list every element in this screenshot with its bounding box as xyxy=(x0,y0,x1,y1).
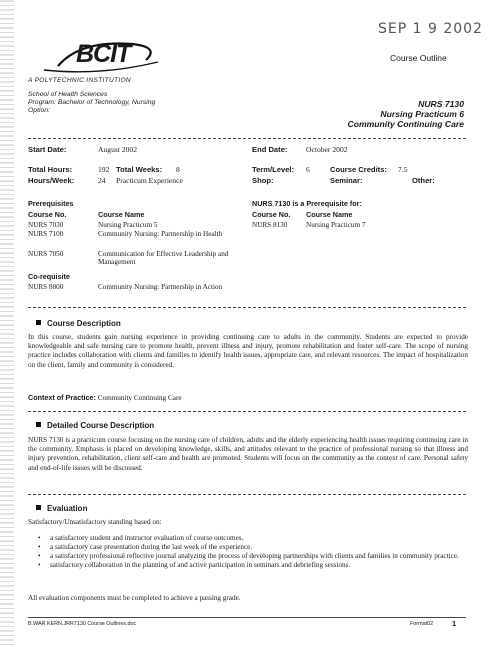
prerequisites-title: Prerequisites xyxy=(28,199,74,208)
course-description-title: Course Description xyxy=(47,319,121,328)
school-name: School of Health Sciences xyxy=(28,91,108,98)
prereq-col-name: Course Name xyxy=(98,210,145,219)
footer-format: Format02 xyxy=(410,621,434,627)
scan-edge xyxy=(0,0,14,647)
total-weeks-value: 8 xyxy=(176,165,180,174)
evaluation-item: • a satisfactory professional reflective journal analyzing the process of developing partnerships with clients and families in community practice. xyxy=(36,552,468,561)
prereq-row-1-no: NURS 7030 xyxy=(28,221,64,229)
detailed-description-title: Detailed Course Description xyxy=(47,421,155,430)
footer-filename: B.WAR KERN.JRR7130 Course Outlines.doc xyxy=(28,621,137,627)
hours-week-value: 24 xyxy=(98,176,106,185)
footer-rule xyxy=(28,617,466,618)
evaluation-heading xyxy=(36,504,87,513)
evaluation-title: Evaluation xyxy=(47,504,88,513)
prereq-row-2-name: Community Nursing: Partnership in Health xyxy=(98,230,223,238)
evaluation-note: All evaluation components must be completed to achieve a passing grade. xyxy=(28,594,241,602)
prereq-for-row-1-name: Nursing Practicum 7 xyxy=(306,221,366,229)
term-value: 6 xyxy=(306,165,310,174)
course-description-heading xyxy=(36,319,121,328)
coreq-row-1-no: NURS 8800 xyxy=(28,283,64,291)
prereq-col-no: Course No. xyxy=(28,210,67,219)
divider xyxy=(28,307,466,308)
evaluation-intro: Satisfactory/Unsatisfactory standing based on: xyxy=(28,518,162,526)
other-label: Other: xyxy=(412,176,435,185)
term-label: Term/Level: xyxy=(252,165,295,174)
divider xyxy=(28,411,466,412)
seminar-label: Seminar: xyxy=(330,176,363,185)
program-name: Program: Bachelor of Technology, Nursing xyxy=(28,99,156,106)
document-type: Course Outline xyxy=(390,53,447,63)
start-date-value: August 2002 xyxy=(98,145,138,154)
hours-week-note: Practicum Experience xyxy=(116,176,183,185)
page-number: 1 xyxy=(452,619,457,628)
section-bullet-icon xyxy=(36,505,41,510)
end-date-value: October 2002 xyxy=(306,145,348,154)
evaluation-list xyxy=(36,534,468,570)
bcit-logo xyxy=(40,36,170,78)
context-of-practice xyxy=(28,393,468,403)
option-label: Option: xyxy=(28,107,50,114)
prereq-row-2-no: NURS 7100 xyxy=(28,230,64,238)
section-bullet-icon xyxy=(36,422,41,427)
corequisite-title: Co-requisite xyxy=(28,272,70,281)
divider xyxy=(28,138,466,139)
prereq-for-title: NURS 7130 is a Prerequisite for: xyxy=(252,199,362,208)
shop-label: Shop: xyxy=(252,176,274,185)
detailed-description-text: NURS 7130 is a practicum course focusing on the nursing care of children, adults and the elderly experiencing health issues requiring continuing care in the community. Emphasis is placed on developing knowledge, skills, and attitudes relevant to the practice of professional nursing so that illness and injury prevention, rehabilitation, client self-care and health are promoted. Students will focus on the community as the context of care. Personal safety and end-of-life issues will be discussed. xyxy=(28,436,468,472)
prereq-for-row-1-no: NURS 8130 xyxy=(252,221,288,229)
start-date-label: Start Date: xyxy=(28,145,67,154)
context-value: Community Continuing Care xyxy=(97,394,182,402)
hours-week-label: Hours/Week: xyxy=(28,176,75,185)
school-info xyxy=(28,91,155,115)
end-date-label: End Date: xyxy=(252,145,288,154)
prereq-row-3-name: Communication for Effective Leadership and Management xyxy=(98,250,229,267)
course-description-text: In this course, students gain nursing experience in providing continuing care to adults in the community. Students are expected to provide knowledgeable and safe nursing care to promote health, prevent illness and injury, promote rehabilitation and foster self-care. The scope of nursing practice includes collaboration with clients and families to identify health issues, appropriate care, and relevant resources. The impact of hospitalization on the client, family and community is considered. xyxy=(28,333,468,369)
prereq-for-col-name: Course Name xyxy=(306,210,353,219)
total-hours-value: 192 xyxy=(98,165,110,174)
evaluation-item: • a satisfactory student and instructor evaluation of course outcomes. xyxy=(36,534,468,543)
prereq-row-1-name: Nursing Practicum 5 xyxy=(98,221,158,229)
received-stamp: SEP 1 9 2002 xyxy=(378,21,483,37)
section-bullet-icon xyxy=(36,320,41,325)
coreq-row-1-name: Community Nursing: Partnership in Action xyxy=(98,283,223,291)
course-title-block xyxy=(348,99,465,129)
evaluation-item: • a satisfactory case presentation during the last week of the experience. xyxy=(36,543,468,552)
divider xyxy=(28,494,466,495)
total-weeks-label: Total Weeks: xyxy=(116,165,163,174)
course-code: NURS 7130 xyxy=(418,99,464,109)
prereq-row-3-no: NURS 7050 xyxy=(28,250,64,258)
total-hours-label: Total Hours: xyxy=(28,165,73,174)
credits-label: Course Credits: xyxy=(330,165,387,174)
course-name: Nursing Practicum 6 xyxy=(380,109,464,119)
detailed-description-heading xyxy=(36,421,154,430)
prereq-for-col-no: Course No. xyxy=(252,210,291,219)
context-label: Context of Practice: xyxy=(28,393,96,402)
course-context: Community Continuing Care xyxy=(347,119,464,129)
logo-wordmark: BCIT xyxy=(76,40,131,68)
logo-tagline: A POLYTECHNIC INSTITUTION xyxy=(28,77,131,84)
evaluation-item: • satisfactory collaboration in the planning of and active participation in seminars and debriefing sessions. xyxy=(36,561,468,570)
credits-value: 7.5 xyxy=(398,165,408,174)
